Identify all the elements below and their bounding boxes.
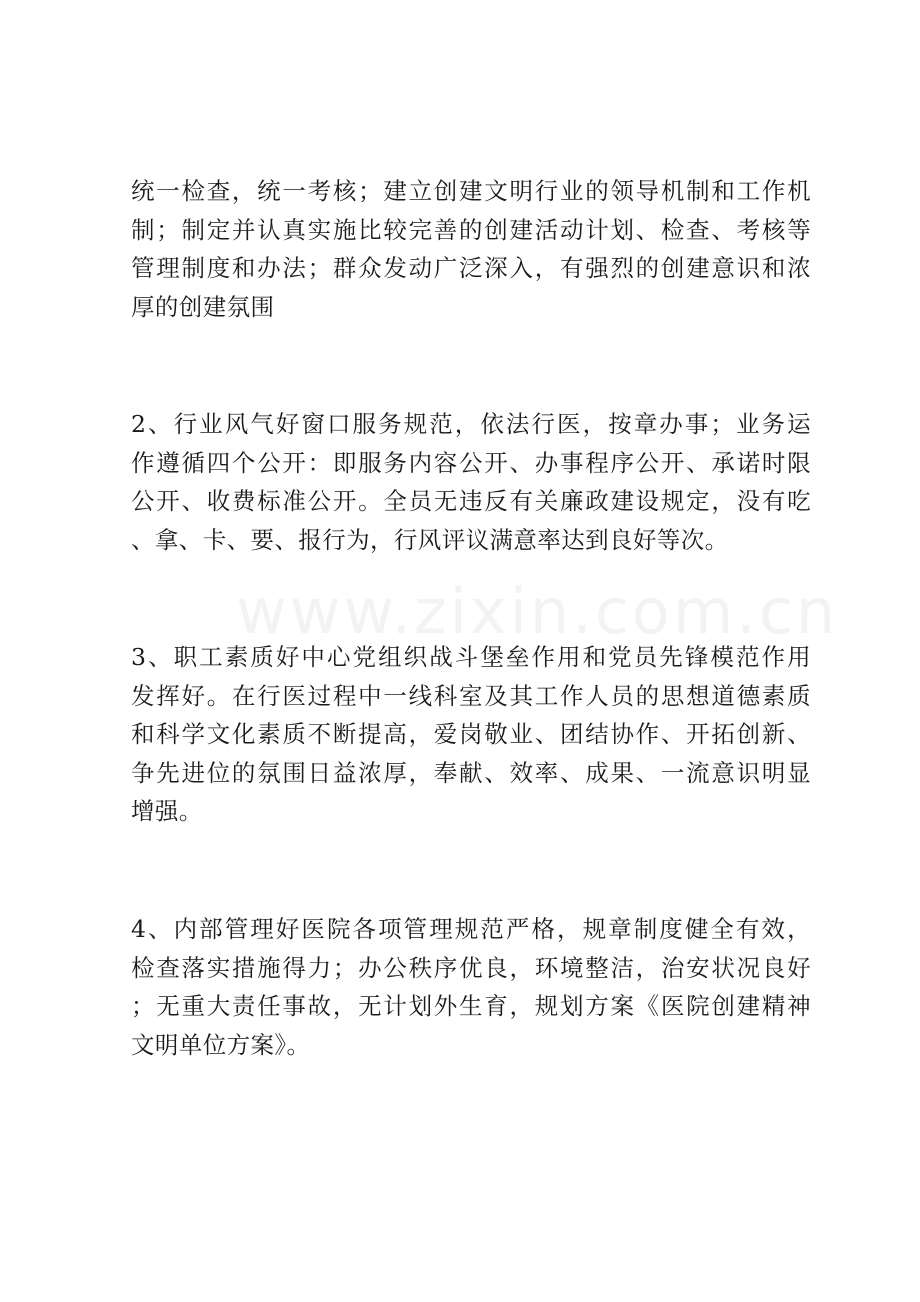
- paragraph-1: [131, 172, 811, 326]
- paragraph-4: [131, 910, 811, 1064]
- text-line: 增强。: [131, 797, 203, 825]
- text-line: 、拿、卡、要、报行为，行风评议满意率达到良好等次。: [131, 525, 729, 554]
- text-line: 作遵循四个公开：即服务内容公开、办事程序公开、承诺时限: [131, 448, 811, 477]
- text-line: 文明单位方案》。: [131, 1030, 311, 1059]
- paragraph-2: [131, 405, 811, 559]
- text-line: ；无重大责任事故，无计划外生育，规划方案《医院创建精神: [131, 992, 811, 1020]
- text-line: 发挥好。在行医过程中一线科室及其工作人员的思想道德素质: [131, 681, 811, 710]
- text-line: 和科学文化素质不断提高，爱岗敬业、团结协作、开拓创新、: [131, 720, 811, 748]
- text-line: 4、内部管理好医院各项管理规范严格，规章制度健全有效，: [131, 915, 811, 943]
- text-line: 厚的创建氛围: [131, 292, 275, 321]
- text-line: 2、行业风气好窗口服务规范，依法行医，按章办事；业务运: [131, 410, 811, 438]
- text-line: 3、职工素质好中心党组织战斗堡垒作用和党员先锋模范作用: [131, 643, 811, 671]
- text-line: 争先进位的氛围日益浓厚，奉献、效率、成果、一流意识明显: [131, 758, 811, 787]
- text-line: 管理制度和办法；群众发动广泛深入，有强烈的创建意识和浓: [131, 254, 811, 282]
- text-line: 检查落实措施得力；办公秩序优良，环境整洁，治安状况良好: [131, 953, 811, 982]
- text-line: 制；制定并认真实施比较完善的创建活动计划、检查、考核等: [131, 215, 811, 244]
- text-line: 统一检查，统一考核；建立创建文明行业的领导机制和工作机: [131, 177, 811, 205]
- watermark: www.zixin.com.cn: [236, 575, 839, 648]
- text-line: 公开、收费标准公开。全员无违反有关廉政建设规定，没有吃: [131, 487, 811, 515]
- paragraph-3: [131, 638, 811, 831]
